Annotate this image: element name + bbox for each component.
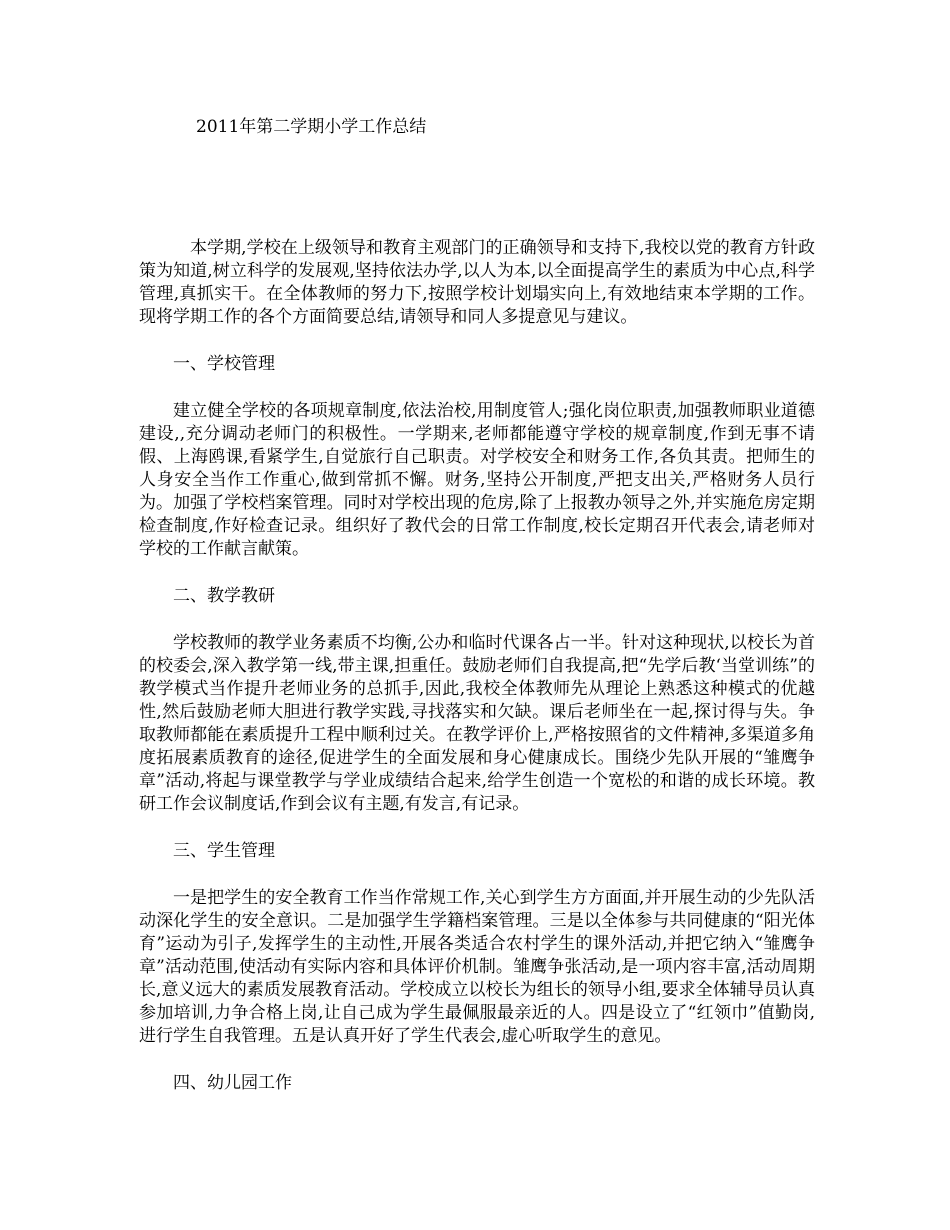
spacer: [139, 376, 815, 400]
intro-paragraph: 本学期,学校在上级领导和教育主观部门的正确领导和支持下,我校以党的教育方针政策为知道,树立科学的发展观,坚持依法办学,以人为本,以全面提高学生的素质为中心点,科学管理,真抓实干。在全体教师的努力下,按照学校计划塌实向上,有效地结束本学期的工作。现将学期工作的各个方面简要总结,请领导和同人多提意见与建议。: [139, 238, 815, 327]
spacer: [139, 863, 815, 887]
section-heading-kindergarten: 四、幼儿园工作: [173, 1073, 292, 1093]
section-heading-student-management: 三、学生管理: [173, 841, 275, 861]
spacer: [139, 608, 815, 632]
spacer: [139, 1048, 815, 1072]
spacer: [139, 561, 815, 585]
spacer: [139, 816, 815, 840]
document-title: 2011年第二学期小学工作总结: [196, 117, 427, 137]
section-heading-school-management: 一、学校管理: [173, 354, 275, 374]
section-body-teaching-research: 学校教师的教学业务素质不均衡,公办和临时代课各占一半。针对这种现状,以校长为首的校委会,深入教学第一线,带主课,担重任。鼓励老师们自我提高,把“先学后教‘当堂训练”的教学模式当作提升老师业务的总抓手,因此,我校全体教师先从理论上熟悉这种模式的优越性,然后鼓励老师大胆进行教学实践,寻找落实和欠缺。课后老师坐在一起,探讨得与失。争取教师都能在素质提升工程中顺利过关。在教学评价上,严格按照省的文件精神,多渠道多角度拓展素质教育的途径,促进学生的全面发展和身心健康成长。围绕少先队开展的“雏鹰争章”活动,将起与课堂教学与学业成绩结合起来,给学生创造一个宽松的和谐的成长环境。教研工作会议制度话,作到会议有主题,有发言,有记录。: [139, 633, 815, 814]
spacer: [139, 329, 815, 353]
document-body: [139, 237, 815, 1095]
section-body-school-management: 建立健全学校的各项规章制度,依法治校,用制度管人;强化岗位职责,加强教师职业道德建设,,充分调动老师门的积极性。一学期来,老师都能遵守学校的规章制度,作到无事不请假、上海鸥课,看紧学生,自觉旅行自己职责。对学校安全和财务工作,各负其责。把师生的人身安全当作工作重心,做到常抓不懈。财务,坚持公开制度,严把支出关,严格财务人员行为。加强了学校档案管理。同时对学校出现的危房,除了上报教办领导之外,并实施危房定期检查制度,作好检查记录。组织好了教代会的日常工作制度,校长定期召开代表会,请老师对学校的工作献言献策。: [139, 401, 815, 559]
section-heading-teaching-research: 二、教学教研: [173, 586, 275, 606]
section-body-student-management: 一是把学生的安全教育工作当作常规工作,关心到学生方方面面,并开展生动的少先队活动深化学生的安全意识。二是加强学生学籍档案管理。三是以全体参与共同健康的“阳光体育”运动为引子,发挥学生的主动性,开展各类适合农村学生的课外活动,并把它纳入“雏鹰争章”活动范围,使活动有实际内容和具体评价机制。雏鹰争张活动,是一项内容丰富,活动周期长,意义远大的素质发展教育活动。学校成立以校长为组长的领导小组,要求全体辅导员认真参加培训,力争合格上岗,让自己成为学生最佩服最亲近的人。四是设立了“红领巾”值勤岗,进行学生自我管理。五是认真开好了学生代表会,虚心听取学生的意见。: [139, 888, 815, 1046]
